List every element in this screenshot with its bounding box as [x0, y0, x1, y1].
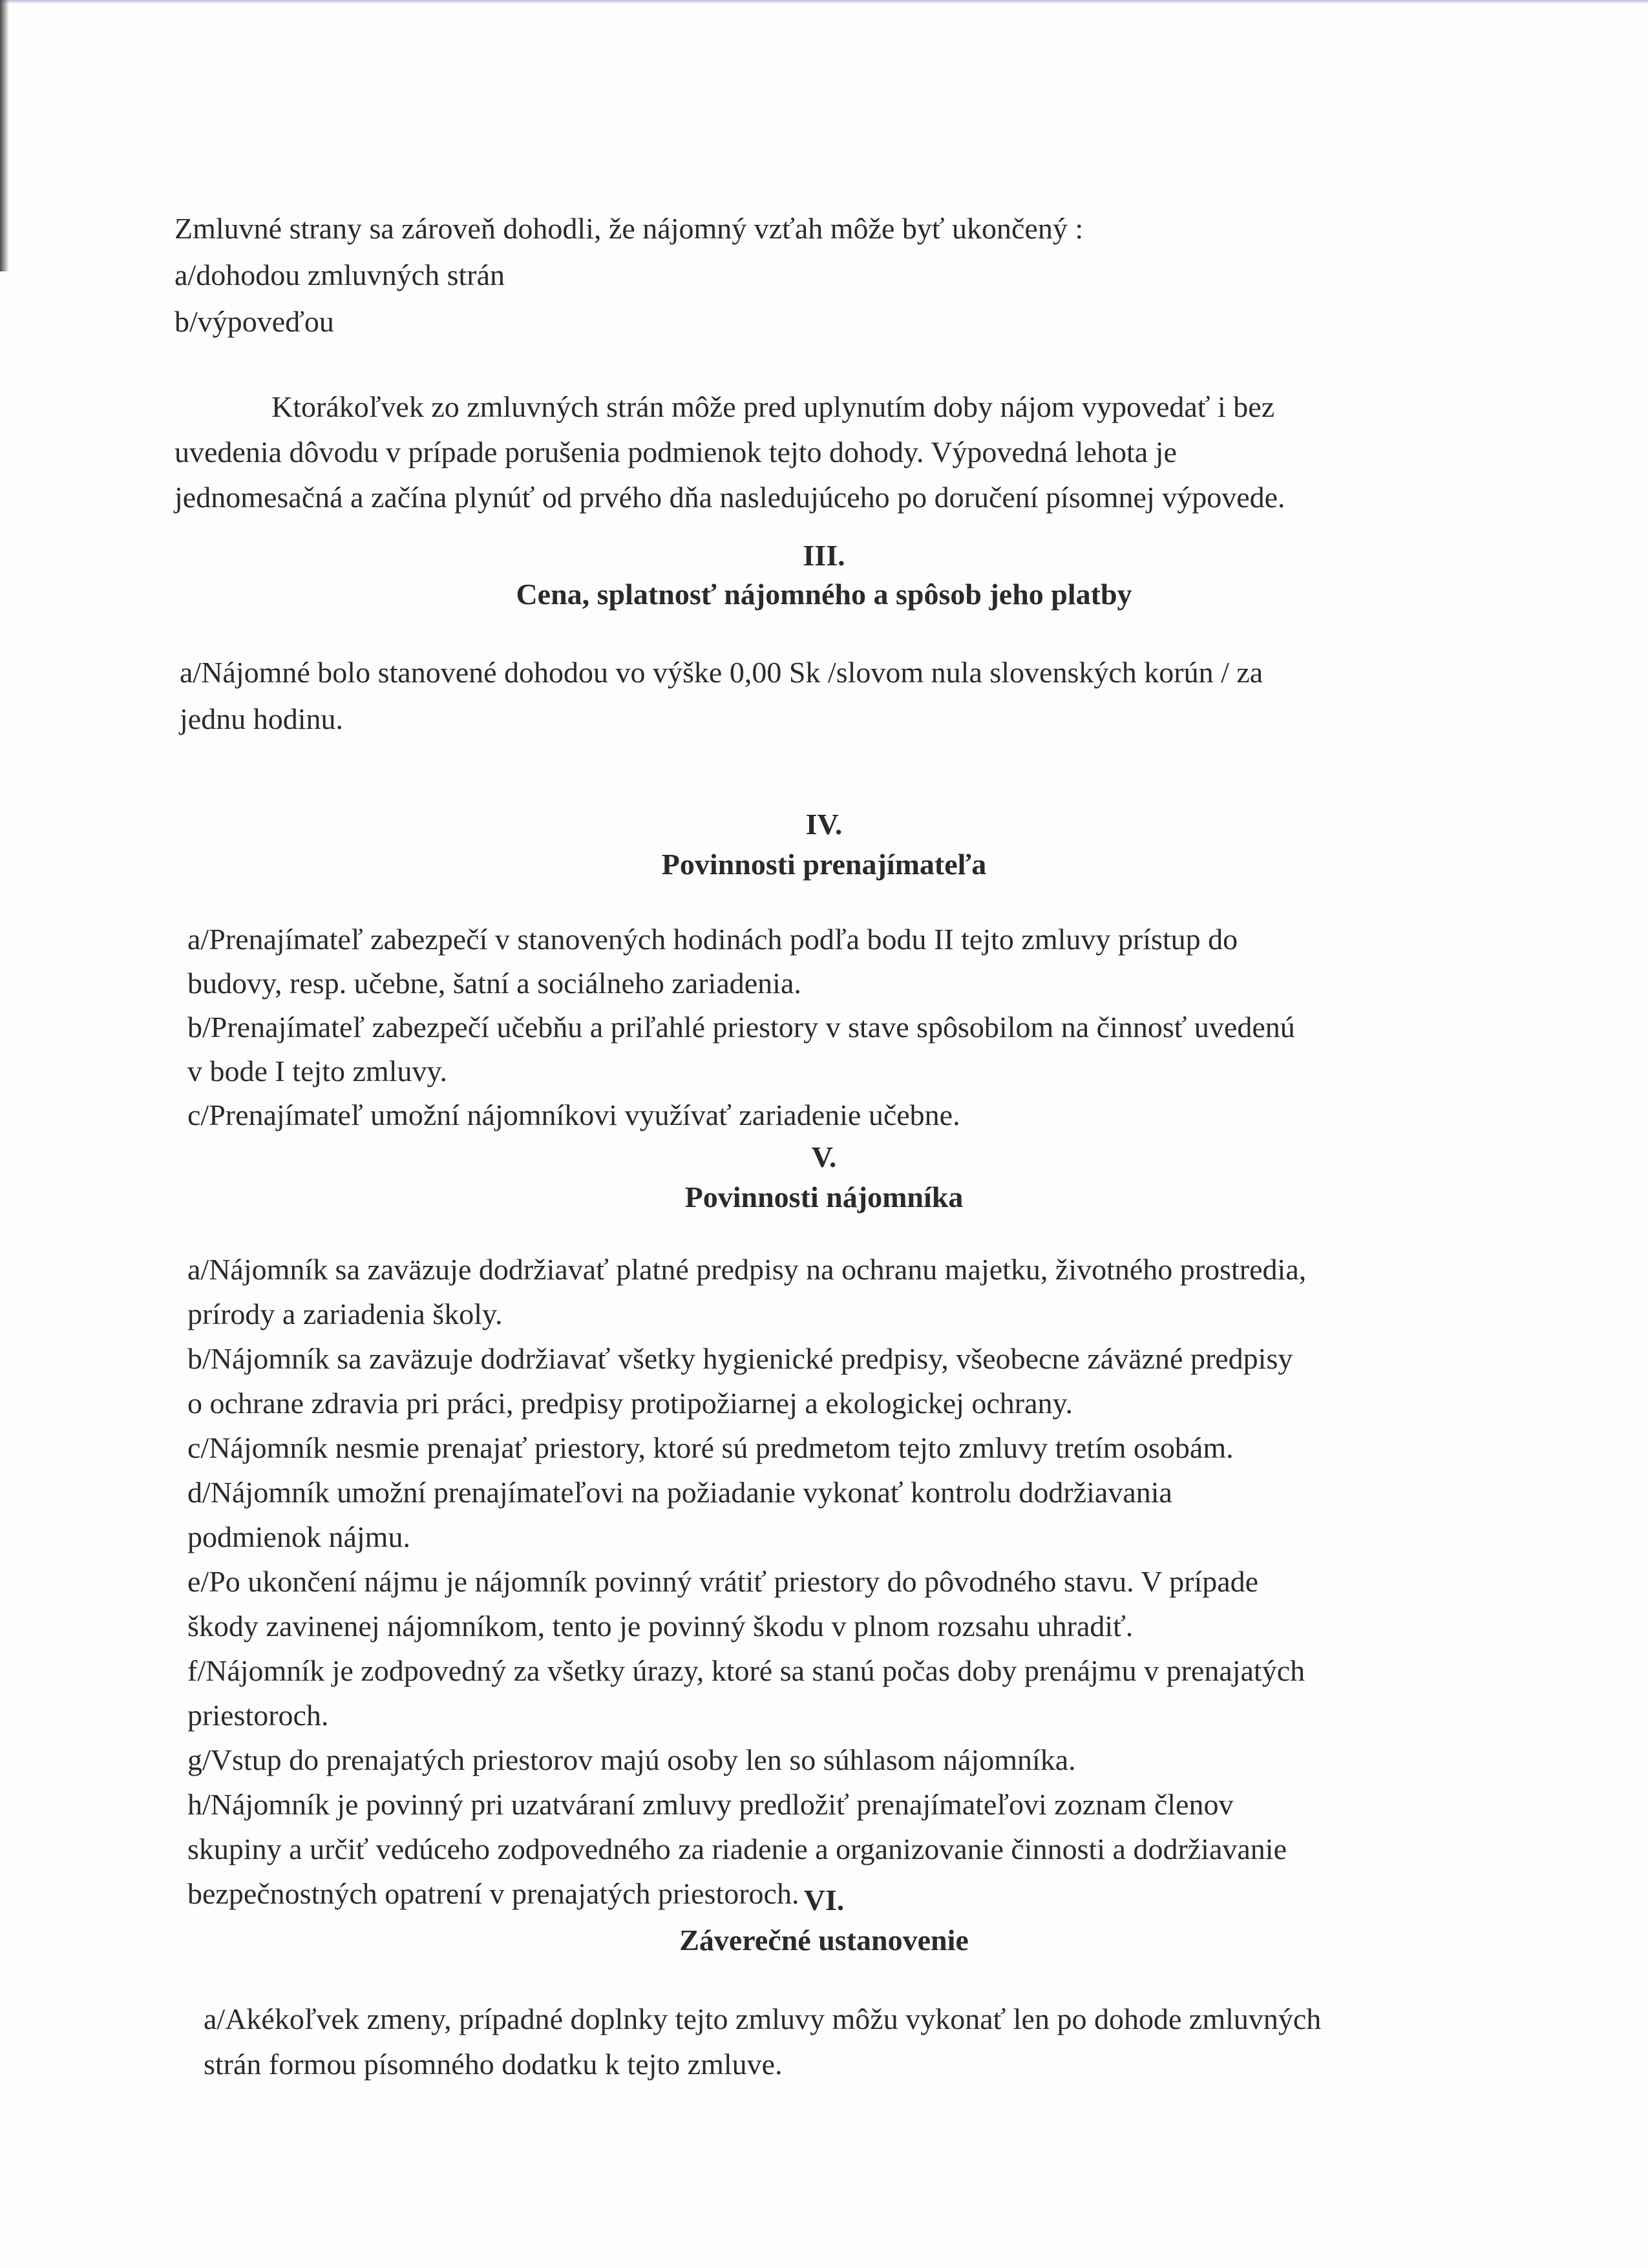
- scan-left-edge-shadow: [0, 0, 9, 271]
- section-5-line: e/Po ukončení nájmu je nájomník povinný vrátiť priestory do pôvodného stavu. V prípade: [187, 1565, 1259, 1598]
- section-6-line: strán formou písomného dodatku k tejto zmluve.: [204, 2048, 783, 2081]
- section-5-heading: [0, 1137, 1648, 1217]
- section-5-line: skupiny a určiť vedúceho zodpovedného za riadenie a organizovanie činnosti a dodržiavanie: [187, 1832, 1287, 1865]
- section-5-line: h/Nájomník je povinný pri uzatváraní zmluvy predložiť prenajímateľovi zoznam členov: [187, 1788, 1234, 1821]
- section-4-heading: [0, 804, 1648, 885]
- section-5-line: škody zavinenej nájomníkom, tento je povinný škodu v plnom rozsahu uhradiť.: [187, 1610, 1134, 1643]
- section-4-line: a/Prenajímateľ zabezpečí v stanovených hodinách podľa bodu II tejto zmluvy prístup do: [187, 923, 1238, 956]
- section-6-title: Záverečné ustanovenie: [679, 1924, 969, 1957]
- section-6-heading: [0, 1880, 1648, 1960]
- section-5-line: a/Nájomník sa zaväzuje dodržiavať platné predpisy na ochranu majetku, životného prostredia,: [187, 1253, 1307, 1286]
- section-5-line: c/Nájomník nesmie prenajať priestory, ktoré sú predmetom tejto zmluvy tretím osobám.: [187, 1431, 1234, 1464]
- section-5-line: priestoroch.: [187, 1699, 329, 1732]
- section-4-line: budovy, resp. učebne, šatní a sociálneho zariadenia.: [187, 967, 801, 1000]
- section-5-line: d/Nájomník umožní prenajímateľovi na požiadanie vykonať kontrolu dodržiavania: [187, 1476, 1172, 1509]
- scan-top-edge: [0, 0, 1648, 4]
- section-5-title: Povinnosti nájomníka: [684, 1181, 964, 1213]
- intro-line: a/dohodou zmluvných strán: [174, 258, 505, 291]
- section-4-line: v bode I tejto zmluvy.: [187, 1055, 447, 1087]
- section-3-title: Cena, splatnosť nájomného a spôsob jeho platby: [516, 578, 1132, 611]
- section-4-title: Povinnosti prenajímateľa: [661, 848, 987, 881]
- section-3-body: [180, 649, 1263, 742]
- section-6-number: VI.: [803, 1884, 845, 1916]
- section-3-line: jednu hodinu.: [180, 702, 343, 735]
- section-5-line: g/Vstup do prenajatých priestorov majú osoby len so súhlasom nájomníka.: [187, 1743, 1076, 1776]
- intro-line: b/výpoveďou: [174, 305, 334, 338]
- section-4-line: b/Prenajímateľ zabezpečí učebňu a priľahlé priestory v stave spôsobilom na činnosť uvedenú: [187, 1011, 1295, 1044]
- section-5-line: f/Nájomník je zodpovedný za všetky úrazy, ktoré sa stanú počas doby prenájmu v prenajatých: [187, 1654, 1305, 1687]
- intro-line: Zmluvné strany sa zároveň dohodli, že nájomný vzťah môže byť ukončený :: [174, 212, 1084, 245]
- section-3-number: III.: [803, 539, 845, 572]
- termination-line: jednomesačná a začína plynúť od prvého dňa nasledujúceho po doručení písomnej výpovede.: [174, 481, 1285, 514]
- section-4-line: c/Prenajímateľ umožní nájomníkovi využívať zariadenie učebne.: [187, 1098, 960, 1131]
- termination-paragraph: [174, 384, 1285, 520]
- section-3-heading: [0, 536, 1648, 614]
- section-5-line: b/Nájomník sa zaväzuje dodržiavať všetky hygienické predpisy, všeobecne záväzné predpisy: [187, 1342, 1293, 1375]
- intro-paragraph: [174, 205, 1083, 345]
- termination-line: Ktorákoľvek zo zmluvných strán môže pred uplynutím doby nájom vypovedať i bez: [271, 390, 1275, 423]
- section-5-number: V.: [811, 1140, 837, 1173]
- section-5-line: prírody a zariadenia školy.: [187, 1297, 503, 1330]
- section-5-line: podmienok nájmu.: [187, 1520, 410, 1553]
- section-4-number: IV.: [805, 808, 843, 841]
- section-5-line: bezpečnostných opatrení v prenajatých priestoroch.: [187, 1877, 799, 1910]
- section-3-line: a/Nájomné bolo stanovené dohodou vo výške 0,00 Sk /slovom nula slovenských korún / za: [180, 656, 1263, 689]
- section-6-line: a/Akékoľvek zmeny, prípadné doplnky tejto zmluvy môžu vykonať len po dohode zmluvných: [204, 2002, 1322, 2035]
- termination-line: uvedenia dôvodu v prípade porušenia podmienok tejto dohody. Výpovedná lehota je: [174, 436, 1177, 468]
- section-4-body: [187, 918, 1295, 1137]
- section-6-body: [204, 1997, 1321, 2087]
- section-5-body: [187, 1247, 1306, 1916]
- section-5-line: o ochrane zdravia pri práci, predpisy protipožiarnej a ekologickej ochrany.: [187, 1387, 1073, 1420]
